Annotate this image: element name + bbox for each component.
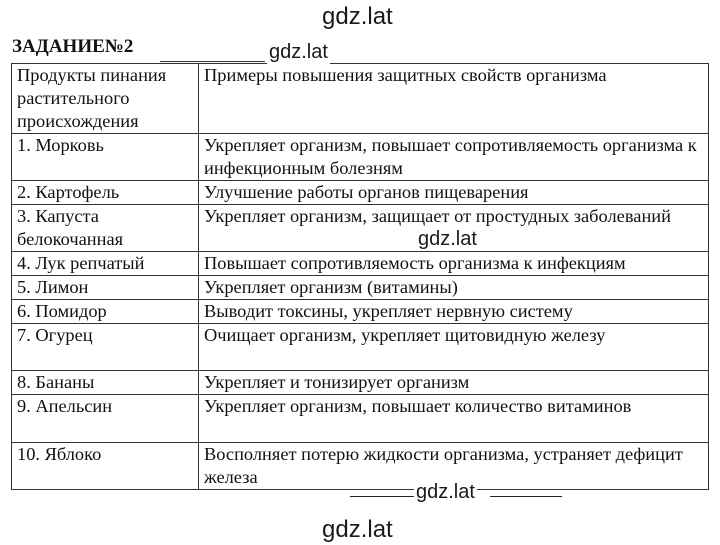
product-cell: 9. Апельсин xyxy=(12,395,199,443)
product-cell: 5. Лимон xyxy=(12,276,199,300)
effect-cell: Укрепляет организм, защищает от простудных заболеваний xyxy=(199,205,709,252)
effect-cell: Укрепляет организм, повышает сопротивляемость организма к инфекционным болезням xyxy=(199,134,709,181)
product-cell: 8. Бананы xyxy=(12,371,199,395)
effect-cell: Укрепляет организм, повышает количество витаминов xyxy=(199,395,709,443)
watermark-center: gdz.lat xyxy=(418,228,477,250)
task-title: ЗАДАНИЕ№2 xyxy=(12,36,134,57)
products-table xyxy=(11,63,709,490)
header-products: Продукты пинания растительного происхождения xyxy=(12,64,199,134)
effect-cell: Очищает организм, укрепляет щитовидную железу xyxy=(199,324,709,371)
table-row xyxy=(12,300,709,324)
bottom-rule-right xyxy=(490,496,562,497)
watermark-top: gdz.lat xyxy=(322,3,393,30)
watermark-bottom-line: gdz.lat xyxy=(416,481,475,503)
watermark-bottom: gdz.lat xyxy=(322,516,393,543)
table-row xyxy=(12,371,709,395)
table-row xyxy=(12,276,709,300)
table-row xyxy=(12,252,709,276)
effect-cell: Укрепляет организм (витамины) xyxy=(199,276,709,300)
product-cell: 6. Помидор xyxy=(12,300,199,324)
product-cell: 3. Капуста белокочанная xyxy=(12,205,199,252)
table-row xyxy=(12,395,709,443)
product-cell: 1. Морковь xyxy=(12,134,199,181)
effect-cell: Восполняет потерю жидкости организма, устраняет дефицит железа xyxy=(199,443,709,490)
watermark-near-title: gdz.lat xyxy=(269,41,328,63)
effect-cell: Выводит токсины, укрепляет нервную систему xyxy=(199,300,709,324)
effect-cell: Повышает сопротивляемость организма к инфекциям xyxy=(199,252,709,276)
effect-cell: Укрепляет и тонизирует организм xyxy=(199,371,709,395)
effect-cell: Улучшение работы органов пищеварения xyxy=(199,181,709,205)
bottom-rule-left xyxy=(350,496,414,497)
product-cell: 4. Лук репчатый xyxy=(12,252,199,276)
table-row xyxy=(12,324,709,371)
table-row xyxy=(12,443,709,490)
product-cell: 2. Картофель xyxy=(12,181,199,205)
table-header-row xyxy=(12,64,709,134)
title-underline xyxy=(160,61,265,62)
table-row xyxy=(12,205,709,252)
table-row xyxy=(12,181,709,205)
product-cell: 10. Яблоко xyxy=(12,443,199,490)
header-examples: Примеры повышения защитных свойств организма xyxy=(199,64,709,134)
table-row xyxy=(12,134,709,181)
product-cell: 7. Огурец xyxy=(12,324,199,371)
